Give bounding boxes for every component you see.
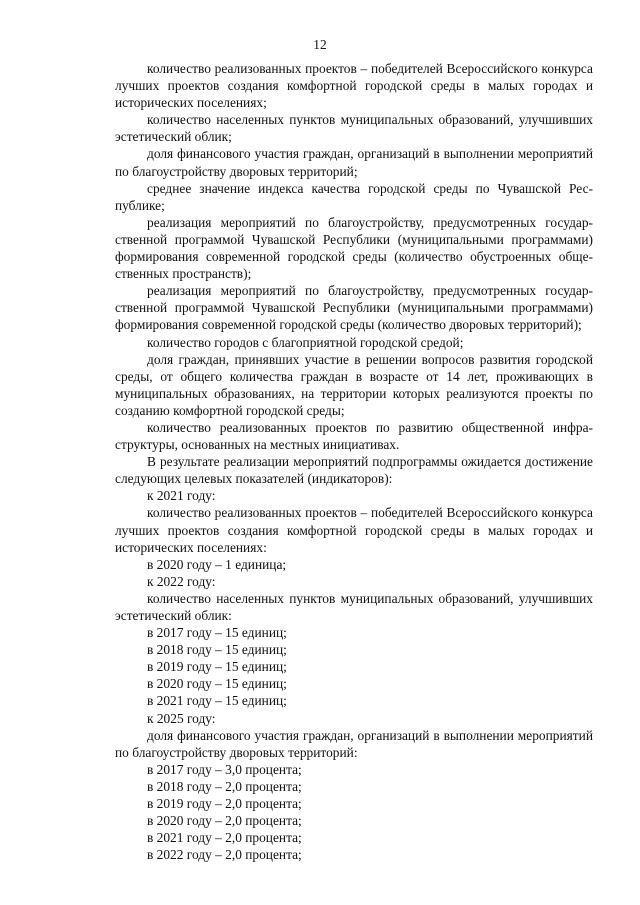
paragraph: количество реализованных проектов по развитию общественной инфраструктуры, основанных на местных инициативах.	[115, 419, 593, 453]
paragraph: количество реализованных проектов – победителей Всероссийского конкурса лучших проектов создания комфортной городской среды в малых городах и исторических поселениях;	[115, 61, 593, 111]
paragraph: количество населенных пунктов муниципальных образований, улучшивших эстетический облик:	[115, 590, 593, 623]
paragraph: к 2025 году:	[147, 710, 216, 726]
paragraph: в 2020 году – 1 единица;	[147, 556, 287, 572]
page-number: 12	[313, 37, 327, 52]
paragraph: в 2019 году – 2,0 процента;	[147, 796, 302, 812]
paragraph: к 2021 году:	[147, 488, 216, 504]
paragraph: среднее значение индекса качества городской среды по Чувашской Республике;	[115, 180, 593, 213]
paragraph: в 2018 году – 15 единиц;	[147, 642, 287, 658]
paragraph: количество городов с благоприятной городской средой;	[147, 334, 464, 350]
paragraph: в 2017 году – 15 единиц;	[147, 625, 287, 641]
paragraph: реализация мероприятий по благоустройству, предусмотренных государственной программой Чувашской Республики (муниципальными программами) формирования современной городской среды (количество дворовых территорий);	[115, 283, 593, 333]
paragraph: в 2020 году – 2,0 процента;	[147, 813, 302, 829]
paragraph: в 2019 году – 15 единиц;	[147, 659, 287, 675]
paragraph: реализация мероприятий по благоустройству, предусмотренных государственной программой Чувашской Республики (муниципальными программами) формирования современной городской среды (количество обустроенных общественных пространств);	[115, 214, 593, 282]
paragraph: в 2017 году – 3,0 процента;	[147, 761, 302, 777]
paragraph: в 2021 году – 2,0 процента;	[147, 830, 302, 846]
paragraph: количество реализованных проектов – победителей Всероссийского конкурса лучших проектов создания комфортной городской среды в малых городах и исторических поселениях:	[115, 505, 593, 555]
paragraph: в 2018 году – 2,0 процента;	[147, 778, 302, 794]
paragraph: количество населенных пунктов муниципальных образований, улучшивших эстетический облик;	[115, 112, 593, 145]
paragraph: доля финансового участия граждан, организаций в выполнении мероприятий по благоустройству дворовых территорий;	[115, 146, 593, 179]
paragraph: в 2022 году – 2,0 процента;	[147, 847, 302, 863]
paragraph: В результате реализации мероприятий подпрограммы ожидается достижение следующих целевых показателей (индикаторов):	[115, 454, 593, 487]
page-body	[115, 60, 593, 863]
paragraph: доля граждан, принявших участие в решении вопросов развития городской среды, от общего количества граждан в возрасте от 14 лет, проживающих в муниципальных образованиях, на территории которых реализуются проекты по созданию комфортной городской среды;	[115, 351, 593, 418]
paragraph: в 2020 году – 15 единиц;	[147, 676, 287, 692]
paragraph: к 2022 году:	[147, 573, 216, 589]
paragraph: в 2021 году – 15 единиц;	[147, 693, 287, 709]
paragraph: доля финансового участия граждан, организаций в выполнении мероприятий по благоустройству дворовых территорий:	[115, 727, 593, 760]
